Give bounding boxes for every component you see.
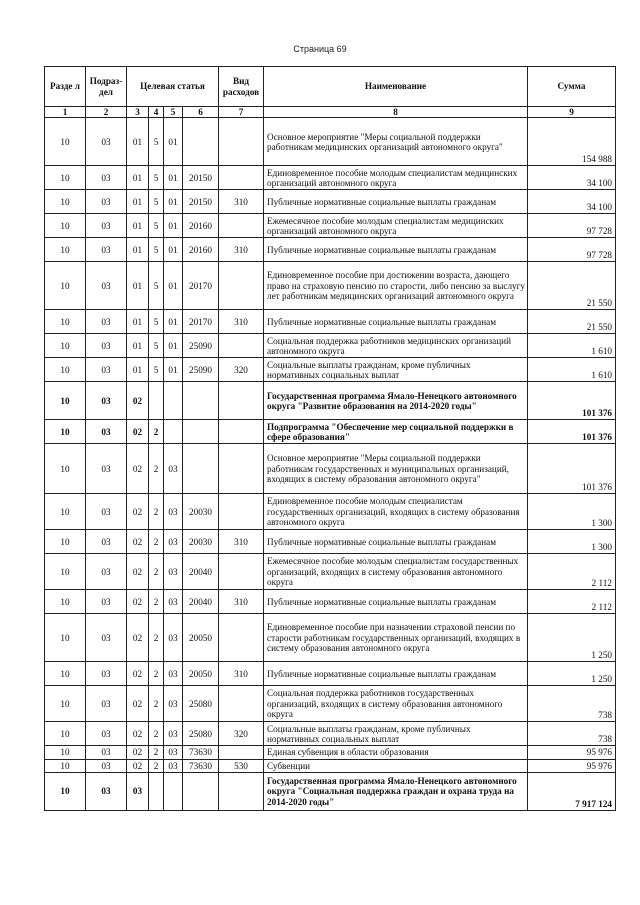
cell-summa: 21 550: [528, 262, 616, 310]
column-number: 1: [45, 107, 86, 118]
cell-direction: [183, 772, 219, 810]
cell-subprogram: 2: [149, 746, 164, 759]
cell-razdel: 10: [45, 530, 86, 554]
cell-naimenovanie: Единая субвенция в области образования: [264, 746, 528, 759]
cell-summa: 95 976: [528, 746, 616, 759]
table-row: [45, 262, 616, 310]
cell-activity: [164, 772, 183, 810]
cell-subprogram: 2: [149, 494, 164, 530]
cell-activity: 03: [164, 686, 183, 722]
column-number: 8: [264, 107, 528, 118]
cell-subprogram: [149, 382, 164, 420]
cell-subprogram: 2: [149, 686, 164, 722]
cell-vid-raskhodov: [219, 118, 264, 166]
cell-podrazdel: 03: [86, 382, 127, 420]
cell-summa: 97 728: [528, 238, 616, 262]
cell-vid-raskhodov: [219, 166, 264, 190]
cell-razdel: 10: [45, 444, 86, 494]
cell-naimenovanie: Социальные выплаты гражданам, кроме публичных нормативных социальных выплат: [264, 722, 528, 746]
cell-direction: 20170: [183, 262, 219, 310]
cell-direction: 20150: [183, 190, 219, 214]
table-row: [45, 686, 616, 722]
column-number: 3: [127, 107, 149, 118]
cell-summa: 34 100: [528, 190, 616, 214]
table-row: [45, 494, 616, 530]
cell-podrazdel: 03: [86, 686, 127, 722]
cell-razdel: 10: [45, 382, 86, 420]
column-number: 5: [164, 107, 183, 118]
cell-direction: 25090: [183, 358, 219, 382]
header-naimenovanie: Наименование: [264, 67, 528, 107]
table-row: [45, 722, 616, 746]
cell-podrazdel: 03: [86, 494, 127, 530]
table-row: [45, 614, 616, 662]
cell-direction: [183, 444, 219, 494]
table-row: [45, 190, 616, 214]
cell-summa: 1 300: [528, 494, 616, 530]
cell-subprogram: 5: [149, 214, 164, 238]
cell-activity: 03: [164, 614, 183, 662]
cell-activity: 03: [164, 746, 183, 759]
column-number-row: [45, 107, 616, 118]
cell-program: 01: [127, 334, 149, 358]
table-row: [45, 746, 616, 759]
cell-razdel: 10: [45, 590, 86, 614]
cell-activity: 01: [164, 262, 183, 310]
cell-naimenovanie: Ежемесячное пособие молодым специалистам медицинских организаций автономного округа: [264, 214, 528, 238]
cell-subprogram: 2: [149, 420, 164, 444]
table-row: [45, 358, 616, 382]
cell-podrazdel: 03: [86, 214, 127, 238]
cell-vid-raskhodov: 310: [219, 238, 264, 262]
cell-vid-raskhodov: [219, 554, 264, 590]
cell-vid-raskhodov: [219, 214, 264, 238]
column-number: 2: [86, 107, 127, 118]
table-row: [45, 118, 616, 166]
cell-subprogram: 5: [149, 166, 164, 190]
cell-naimenovanie: Публичные нормативные социальные выплаты гражданам: [264, 190, 528, 214]
header-tselevaya-statya: Целевая статья: [127, 67, 219, 107]
cell-razdel: 10: [45, 310, 86, 334]
cell-direction: 20160: [183, 214, 219, 238]
cell-razdel: 10: [45, 238, 86, 262]
cell-direction: 20030: [183, 530, 219, 554]
cell-activity: 03: [164, 530, 183, 554]
table-row: [45, 310, 616, 334]
cell-subprogram: 5: [149, 118, 164, 166]
cell-summa: 1 300: [528, 530, 616, 554]
cell-summa: 101 376: [528, 420, 616, 444]
cell-subprogram: 2: [149, 722, 164, 746]
cell-podrazdel: 03: [86, 759, 127, 772]
cell-activity: 03: [164, 554, 183, 590]
header-vid-raskhodov: Вид расходов: [219, 67, 264, 107]
cell-program: 02: [127, 614, 149, 662]
cell-vid-raskhodov: 530: [219, 759, 264, 772]
column-number: 4: [149, 107, 164, 118]
cell-subprogram: 5: [149, 310, 164, 334]
cell-direction: 20040: [183, 590, 219, 614]
cell-direction: 20160: [183, 238, 219, 262]
cell-naimenovanie: Единовременное пособие молодым специалистам медицинских организаций автономного округа: [264, 166, 528, 190]
cell-activity: 01: [164, 238, 183, 262]
cell-program: 01: [127, 262, 149, 310]
cell-naimenovanie: Публичные нормативные социальные выплаты гражданам: [264, 590, 528, 614]
cell-subprogram: 2: [149, 530, 164, 554]
cell-summa: 1 250: [528, 614, 616, 662]
cell-subprogram: 5: [149, 190, 164, 214]
cell-activity: 03: [164, 494, 183, 530]
cell-subprogram: 2: [149, 554, 164, 590]
cell-summa: 1 250: [528, 662, 616, 686]
cell-naimenovanie: Подпрограмма "Обеспечение мер социальной поддержки в сфере образования": [264, 420, 528, 444]
cell-razdel: 10: [45, 334, 86, 358]
cell-activity: 01: [164, 310, 183, 334]
cell-activity: 03: [164, 662, 183, 686]
cell-razdel: 10: [45, 614, 86, 662]
cell-naimenovanie: Социальная поддержка работников медицинских организаций автономного округа: [264, 334, 528, 358]
cell-direction: 25090: [183, 334, 219, 358]
cell-activity: 01: [164, 334, 183, 358]
cell-program: 02: [127, 530, 149, 554]
cell-vid-raskhodov: 320: [219, 358, 264, 382]
cell-activity: 03: [164, 444, 183, 494]
cell-razdel: 10: [45, 662, 86, 686]
cell-program: 02: [127, 722, 149, 746]
cell-naimenovanie: Государственная программа Ямало-Ненецкого автономного округа "Развитие образования на 2014-2020 годы": [264, 382, 528, 420]
cell-naimenovanie: Единовременное пособие при достижении возраста, дающего право на страховую пенсию по старости, либо пенсию за выслугу лет работникам медицинских организаций автономного округа: [264, 262, 528, 310]
column-number: 7: [219, 107, 264, 118]
cell-podrazdel: 03: [86, 614, 127, 662]
cell-naimenovanie: Публичные нормативные социальные выплаты гражданам: [264, 238, 528, 262]
cell-vid-raskhodov: [219, 494, 264, 530]
table-row: [45, 554, 616, 590]
cell-naimenovanie: Социальные выплаты гражданам, кроме публичных нормативных социальных выплат: [264, 358, 528, 382]
cell-activity: 01: [164, 118, 183, 166]
cell-vid-raskhodov: 310: [219, 590, 264, 614]
cell-summa: 154 988: [528, 118, 616, 166]
cell-podrazdel: 03: [86, 310, 127, 334]
cell-podrazdel: 03: [86, 444, 127, 494]
cell-naimenovanie: Социальная поддержка работников государственных организаций, входящих в систему образования автономного округа: [264, 686, 528, 722]
cell-program: 02: [127, 759, 149, 772]
cell-podrazdel: 03: [86, 530, 127, 554]
cell-activity: [164, 420, 183, 444]
table-row: [45, 166, 616, 190]
cell-podrazdel: 03: [86, 662, 127, 686]
cell-activity: [164, 382, 183, 420]
page-number: Страница 69: [293, 44, 347, 54]
cell-activity: 01: [164, 166, 183, 190]
cell-vid-raskhodov: [219, 614, 264, 662]
header-row: [45, 67, 616, 107]
cell-vid-raskhodov: [219, 382, 264, 420]
cell-subprogram: 5: [149, 334, 164, 358]
cell-direction: 20040: [183, 554, 219, 590]
column-number: 6: [183, 107, 219, 118]
cell-razdel: 10: [45, 746, 86, 759]
cell-direction: 20150: [183, 166, 219, 190]
header-podrazdel: Подраз- дел: [86, 67, 127, 107]
cell-direction: 73630: [183, 746, 219, 759]
cell-program: 02: [127, 590, 149, 614]
cell-program: 01: [127, 358, 149, 382]
cell-podrazdel: 03: [86, 166, 127, 190]
cell-naimenovanie: Публичные нормативные социальные выплаты гражданам: [264, 662, 528, 686]
table-row: [45, 238, 616, 262]
cell-vid-raskhodov: [219, 334, 264, 358]
cell-direction: 25080: [183, 686, 219, 722]
cell-activity: 03: [164, 722, 183, 746]
cell-direction: 20030: [183, 494, 219, 530]
cell-naimenovanie: Ежемесячное пособие молодым специалистам государственных организаций, входящих в систему образования автономного округа: [264, 554, 528, 590]
cell-program: 01: [127, 166, 149, 190]
cell-vid-raskhodov: 310: [219, 662, 264, 686]
cell-subprogram: 5: [149, 238, 164, 262]
cell-subprogram: 5: [149, 358, 164, 382]
table-row: [45, 772, 616, 810]
cell-podrazdel: 03: [86, 772, 127, 810]
cell-naimenovanie: Публичные нормативные социальные выплаты гражданам: [264, 310, 528, 334]
cell-naimenovanie: Государственная программа Ямало-Ненецкого автономного округа "Социальная поддержка граждан и охрана труда на 2014-2020 годы": [264, 772, 528, 810]
cell-vid-raskhodov: [219, 262, 264, 310]
cell-naimenovanie: Субвенции: [264, 759, 528, 772]
cell-vid-raskhodov: [219, 686, 264, 722]
cell-naimenovanie: Единовременное пособие молодым специалистам государственных организаций, входящих в систему образования автономного округа: [264, 494, 528, 530]
table-row: [45, 214, 616, 238]
cell-activity: 01: [164, 358, 183, 382]
cell-vid-raskhodov: 320: [219, 722, 264, 746]
cell-direction: [183, 382, 219, 420]
cell-razdel: 10: [45, 554, 86, 590]
cell-vid-raskhodov: 310: [219, 310, 264, 334]
cell-razdel: 10: [45, 358, 86, 382]
cell-vid-raskhodov: 310: [219, 530, 264, 554]
column-number: 9: [528, 107, 616, 118]
cell-program: 02: [127, 554, 149, 590]
cell-program: 01: [127, 190, 149, 214]
cell-direction: [183, 118, 219, 166]
cell-podrazdel: 03: [86, 420, 127, 444]
cell-program: 02: [127, 746, 149, 759]
cell-podrazdel: 03: [86, 358, 127, 382]
table-row: [45, 334, 616, 358]
cell-podrazdel: 03: [86, 746, 127, 759]
table-row: [45, 444, 616, 494]
cell-podrazdel: 03: [86, 262, 127, 310]
cell-activity: 01: [164, 190, 183, 214]
cell-direction: 20050: [183, 662, 219, 686]
cell-activity: 01: [164, 214, 183, 238]
cell-summa: 7 917 124: [528, 772, 616, 810]
cell-vid-raskhodov: [219, 444, 264, 494]
cell-vid-raskhodov: 310: [219, 190, 264, 214]
cell-podrazdel: 03: [86, 590, 127, 614]
cell-razdel: 10: [45, 166, 86, 190]
cell-summa: 97 728: [528, 214, 616, 238]
cell-summa: 738: [528, 686, 616, 722]
cell-naimenovanie: Основное мероприятие "Меры социальной поддержки работникам государственных и муниципальных организаций, входящих в систему образования автономного округа": [264, 444, 528, 494]
header-razdel: Разде л: [45, 67, 86, 107]
cell-razdel: 10: [45, 772, 86, 810]
cell-subprogram: 2: [149, 614, 164, 662]
table-row: [45, 759, 616, 772]
cell-program: 01: [127, 310, 149, 334]
cell-podrazdel: 03: [86, 334, 127, 358]
cell-vid-raskhodov: [219, 746, 264, 759]
cell-razdel: 10: [45, 494, 86, 530]
cell-summa: 21 550: [528, 310, 616, 334]
table-row: [45, 530, 616, 554]
cell-subprogram: 5: [149, 262, 164, 310]
cell-razdel: 10: [45, 262, 86, 310]
cell-razdel: 10: [45, 190, 86, 214]
header-summa: Сумма: [528, 67, 616, 107]
cell-program: 01: [127, 214, 149, 238]
table-row: [45, 420, 616, 444]
cell-program: 02: [127, 382, 149, 420]
cell-naimenovanie: Публичные нормативные социальные выплаты гражданам: [264, 530, 528, 554]
cell-naimenovanie: Основное мероприятие "Меры социальной поддержки работникам медицинских организаций автономного округа": [264, 118, 528, 166]
cell-summa: 2 112: [528, 590, 616, 614]
cell-podrazdel: 03: [86, 118, 127, 166]
cell-summa: 738: [528, 722, 616, 746]
cell-program: 02: [127, 662, 149, 686]
cell-razdel: 10: [45, 722, 86, 746]
cell-summa: 1 610: [528, 334, 616, 358]
cell-program: 03: [127, 772, 149, 810]
cell-direction: 20050: [183, 614, 219, 662]
cell-razdel: 10: [45, 214, 86, 238]
cell-razdel: 10: [45, 420, 86, 444]
cell-direction: 20170: [183, 310, 219, 334]
cell-podrazdel: 03: [86, 238, 127, 262]
cell-program: 02: [127, 420, 149, 444]
table-row: [45, 590, 616, 614]
budget-table: [44, 66, 616, 811]
cell-summa: 2 112: [528, 554, 616, 590]
cell-vid-raskhodov: [219, 420, 264, 444]
cell-summa: 34 100: [528, 166, 616, 190]
cell-direction: 25080: [183, 722, 219, 746]
cell-subprogram: 2: [149, 444, 164, 494]
cell-activity: 03: [164, 759, 183, 772]
cell-razdel: 10: [45, 759, 86, 772]
cell-razdel: 10: [45, 118, 86, 166]
cell-subprogram: [149, 772, 164, 810]
table-row: [45, 382, 616, 420]
cell-subprogram: 2: [149, 590, 164, 614]
cell-podrazdel: 03: [86, 554, 127, 590]
cell-program: 02: [127, 494, 149, 530]
cell-direction: [183, 420, 219, 444]
cell-summa: 1 610: [528, 358, 616, 382]
cell-program: 02: [127, 444, 149, 494]
cell-subprogram: 2: [149, 662, 164, 686]
cell-program: 02: [127, 686, 149, 722]
cell-activity: 03: [164, 590, 183, 614]
cell-direction: 73630: [183, 759, 219, 772]
cell-razdel: 10: [45, 686, 86, 722]
table-row: [45, 662, 616, 686]
cell-summa: 101 376: [528, 444, 616, 494]
cell-program: 01: [127, 238, 149, 262]
cell-podrazdel: 03: [86, 190, 127, 214]
cell-summa: 101 376: [528, 382, 616, 420]
cell-podrazdel: 03: [86, 722, 127, 746]
cell-naimenovanie: Единовременное пособие при назначении страховой пенсии по старости работникам государственных организаций, входящих в систему образования автономного округа: [264, 614, 528, 662]
cell-subprogram: 2: [149, 759, 164, 772]
cell-program: 01: [127, 118, 149, 166]
cell-vid-raskhodov: [219, 772, 264, 810]
cell-summa: 95 976: [528, 759, 616, 772]
